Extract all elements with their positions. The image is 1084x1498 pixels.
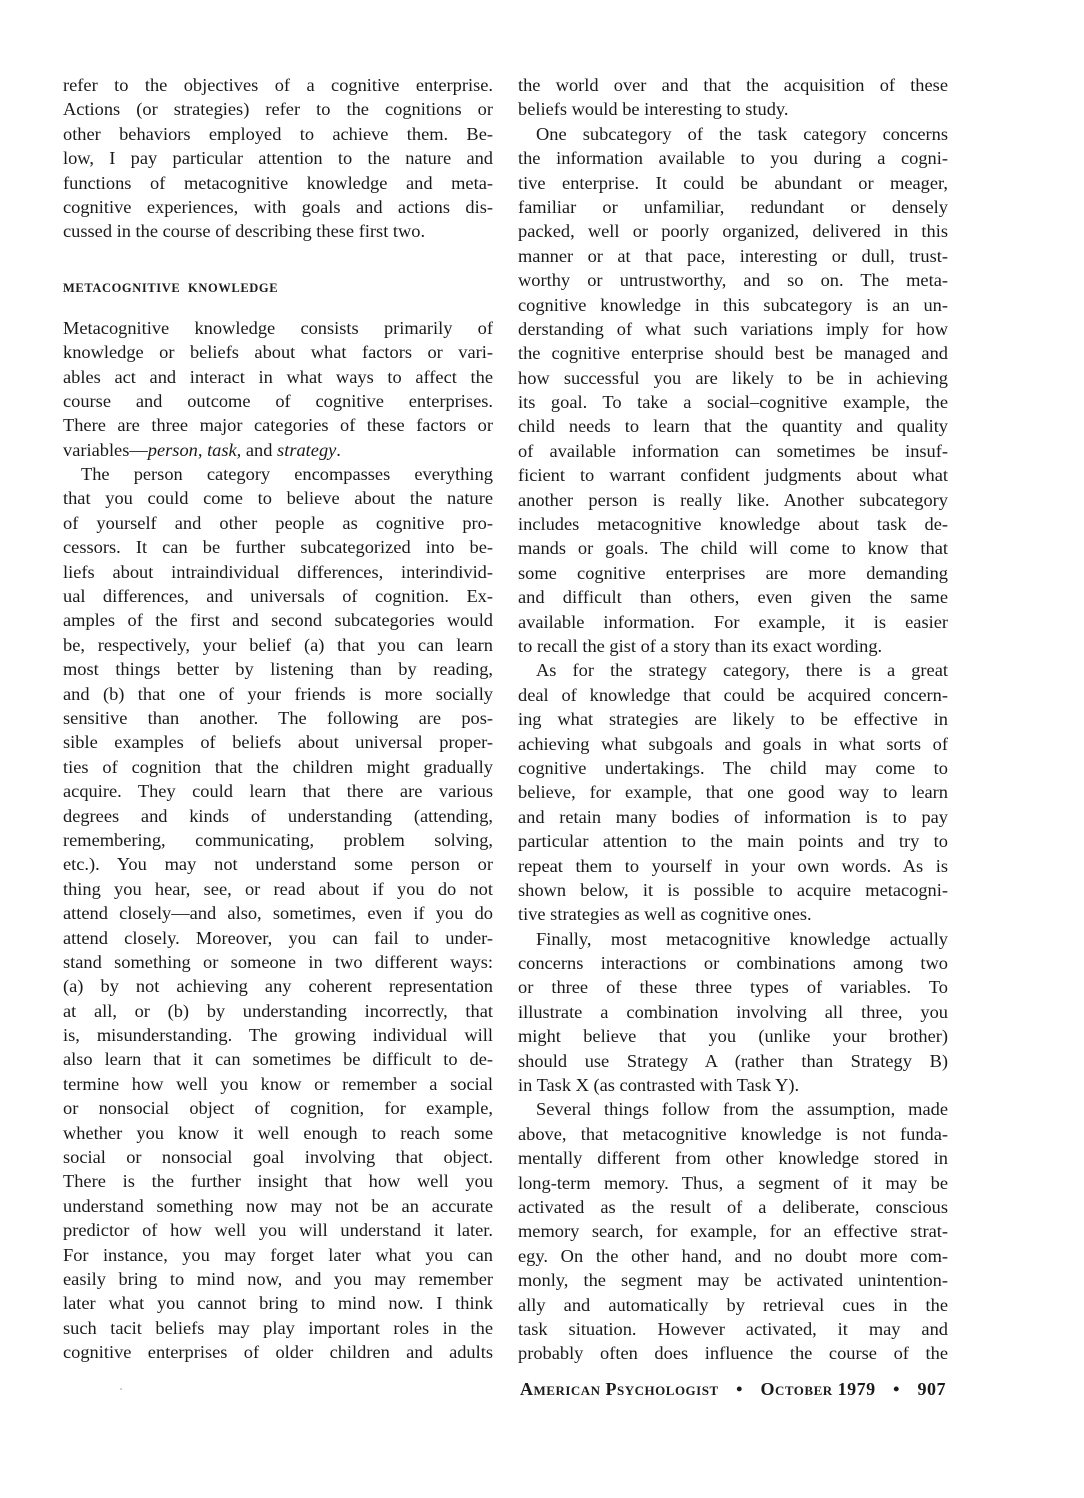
text-line: etc.). You may not understand some person or: [63, 854, 493, 875]
text-line: attend closely—and also, sometimes, even if you do: [63, 903, 493, 924]
text-line: achieving what subgoals and goals in what sorts of: [518, 733, 948, 754]
text-line: of yourself and other people as cognitive pro-: [63, 512, 493, 533]
text-line: cessors. It can be further subcategorized into be-: [63, 537, 493, 558]
footer-journal: American Psychologist: [520, 1379, 719, 1399]
text-line: and (b) that one of your friends is more socially: [63, 683, 493, 704]
text-line: As for the strategy category, there is a great: [536, 660, 948, 681]
text-line: beliefs would be interesting to study.: [518, 99, 789, 120]
text-line: remembering, communicating, problem solving,: [63, 829, 493, 850]
text-line: ing what strategies are likely to be effective in: [518, 709, 948, 730]
text-line: particular attention to the main points and try to: [518, 831, 948, 852]
paragraph-strategy-category: [518, 658, 948, 926]
text-line: knowledge or beliefs about what factors or vari-: [63, 342, 493, 363]
term-person: person,: [147, 439, 203, 460]
text-line: be, respectively, your belief (a) that you can learn: [63, 634, 493, 655]
text-line: should use Strategy A (rather than Strategy B): [518, 1050, 948, 1071]
text-line: shown below, it is possible to acquire metacogni-: [518, 879, 948, 900]
text-line: another person is really like. Another subcategory: [518, 489, 948, 510]
paragraph-interactions: [518, 927, 948, 1098]
text-line: cognitive undertakings. The child may come to: [518, 757, 948, 778]
text-line: stand something or someone in two different ways:: [63, 951, 493, 972]
footer-bullet: •: [893, 1379, 900, 1399]
text-line: worthy or untrustworthy, and so on. The meta-: [518, 270, 948, 291]
paragraph-definition: [63, 316, 493, 438]
text-line: ables act and interact in what ways to affect the: [63, 366, 493, 387]
text-line: or three of these three types of variables. To: [518, 977, 948, 998]
text-line: amples of the first and second subcategories would: [63, 610, 493, 631]
text-line: understand something now may not be an accurate: [63, 1195, 493, 1216]
text-line: degrees and kinds of understanding (attending,: [63, 805, 493, 826]
paragraph-task-category: [518, 122, 948, 659]
text-line: how successful you are likely to be in achieving: [518, 367, 948, 388]
text-line: Actions (or strategies) refer to the cognitions or: [63, 99, 493, 120]
text-line: at all, or (b) by understanding incorrectly, that: [63, 1000, 493, 1021]
term-task: task,: [207, 439, 242, 460]
text-line: believe, for example, that one good way to learn: [518, 782, 948, 803]
text-line: attend closely. Moreover, you can fail to under-: [63, 927, 493, 948]
text-line: such tacit beliefs may play important roles in the: [63, 1317, 493, 1338]
text-line: is, misunderstanding. The growing individual will: [63, 1025, 493, 1046]
text-line: liefs about intraindividual differences, interindivid-: [63, 561, 493, 582]
text-line: other behaviors employed to achieve them. Be-: [63, 123, 493, 144]
paragraph-continuation: [518, 73, 948, 122]
text-line: whether you know it well enough to reach some: [63, 1122, 493, 1143]
text-line: acquire. They could learn that there are various: [63, 781, 493, 802]
text-line: might believe that you (unlike your brother): [518, 1026, 948, 1047]
text-line: (a) by not achieving any coherent representation: [63, 976, 493, 997]
text-line: long-term memory. Thus, a segment of it may be: [518, 1172, 948, 1193]
footer-bullet: •: [736, 1379, 743, 1399]
text-line: predictor of how well you will understand it later.: [63, 1220, 493, 1241]
text-line: mands or goals. The child will come to know that: [518, 538, 948, 559]
text-line: the world over and that the acquisition of these: [518, 75, 948, 95]
page-footer: [520, 1379, 946, 1400]
text-line: monly, the segment may be activated unintention-: [518, 1270, 948, 1291]
text-line: cussed in the course of describing these first two.: [63, 221, 426, 242]
text-line: deal of knowledge that could be acquired concern-: [518, 684, 948, 705]
text-line: the cognitive enterprise should best be managed and: [518, 343, 948, 364]
text-line: packed, well or poorly organized, delivered in this: [518, 221, 948, 242]
text-line: course and outcome of cognitive enterprises.: [63, 390, 493, 411]
text-line: easily bring to mind now, and you may remember: [63, 1268, 493, 1289]
text-line: its goal. To take a social–cognitive example, the: [518, 392, 948, 413]
text-line: Several things follow from the assumption, made: [536, 1099, 948, 1120]
text-line: later what you cannot bring to mind now. I think: [63, 1293, 493, 1314]
text-line: and difficult than others, even given the same: [518, 587, 948, 608]
text-line: probably often does influence the course of the: [518, 1343, 948, 1364]
footer-page-number: 907: [917, 1379, 946, 1399]
text-line: termine how well you know or remember a social: [63, 1073, 493, 1094]
text-line: cognitive knowledge in this subcategory is an un-: [518, 294, 948, 315]
text-line: tive strategies as well as cognitive ones.: [518, 904, 812, 925]
section-heading: METACOGNITIVE KNOWLEDGE: [63, 280, 279, 295]
text-line: thing you hear, see, or read about if you do not: [63, 878, 493, 899]
text-line: ties of cognition that the children might gradually: [63, 756, 493, 777]
text-line: The person category encompasses everything: [81, 464, 493, 485]
term-strategy: strategy: [277, 439, 337, 460]
text-line: above, that metacognitive knowledge is not funda-: [518, 1123, 948, 1144]
text-line: ual differences, and universals of cognition. Ex-: [63, 586, 493, 607]
text-line: There is the further insight that how well you: [63, 1171, 493, 1192]
text-line: cognitive experiences, with goals and actions dis-: [63, 196, 493, 217]
text-line: tive enterprise. It could be abundant or meager,: [518, 172, 948, 193]
text-line: illustrate a combination involving all three, you: [518, 1001, 948, 1022]
text-line: familiar or unfamiliar, redundant or densely: [518, 196, 948, 217]
left-column: [63, 73, 493, 1365]
text-line: ally and automatically by retrieval cues in the: [518, 1294, 948, 1315]
paragraph-definition-last-line: variables—person, task, and strategy.: [63, 439, 341, 460]
text-line: Finally, most metacognitive knowledge actually: [536, 928, 948, 949]
text-line: refer to the objectives of a cognitive enterprise.: [63, 75, 493, 95]
text-line: the information available to you during a cogni-: [518, 148, 948, 169]
text-line: manner or at that pace, interesting or dull, trust-: [518, 245, 948, 266]
text-line: memory search, for example, for an effective strat-: [518, 1221, 948, 1242]
text-line: For instance, you may forget later what you can: [63, 1244, 493, 1265]
text-line: available information. For example, it is easier: [518, 611, 948, 632]
paragraph-several-things: [518, 1097, 948, 1365]
text-line: includes metacognitive knowledge about task de-: [518, 514, 948, 535]
text-line: to recall the gist of a story than its exact wording.: [518, 635, 883, 656]
text-line: some cognitive enterprises are more demanding: [518, 562, 948, 583]
text-line: derstanding of what such variations imply for how: [518, 318, 948, 339]
text-line: sensitive than another. The following are pos-: [63, 707, 493, 728]
scan-artifact: [120, 1388, 122, 1390]
text-line: repeat them to yourself in your own words. As is: [518, 855, 948, 876]
text-line: child needs to learn that the quantity and quality: [518, 416, 948, 437]
text-line: egy. On the other hand, and no doubt more com-: [518, 1245, 948, 1266]
text-line: low, I pay particular attention to the nature and: [63, 148, 493, 169]
text-line: sible examples of beliefs about universal proper-: [63, 732, 493, 753]
text-line: social or nonsocial goal involving that object.: [63, 1147, 493, 1168]
text-line: most things better by listening than by reading,: [63, 659, 493, 680]
text-line: also learn that it can sometimes be difficult to de-: [63, 1049, 493, 1070]
text-line: One subcategory of the task category concerns: [536, 123, 948, 144]
right-column: [518, 73, 948, 1366]
text-line: There are three major categories of these factors or: [63, 415, 493, 436]
text-line: in Task X (as contrasted with Task Y).: [518, 1075, 800, 1096]
text-line: activated as the result of a deliberate, conscious: [518, 1196, 948, 1217]
text-line: or nonsocial object of cognition, for example,: [63, 1098, 493, 1119]
text-line: Metacognitive knowledge consists primarily of: [63, 317, 493, 338]
text-line: cognitive enterprises of older children and adults: [63, 1342, 493, 1363]
text-line: concerns interactions or combinations among two: [518, 953, 948, 974]
text-line: ficient to warrant confident judgments about what: [518, 465, 948, 486]
text-line: functions of metacognitive knowledge and meta-: [63, 172, 493, 193]
text-line: and retain many bodies of information is to pay: [518, 806, 948, 827]
text-line: of available information can sometimes be insuf-: [518, 440, 948, 461]
text-line: task situation. However activated, it may and: [518, 1318, 948, 1339]
text-line: mentally different from other knowledge stored in: [518, 1148, 948, 1169]
paragraph-person-category: [63, 462, 493, 1364]
paragraph-intro: [63, 73, 493, 244]
footer-issue: October 1979: [760, 1379, 876, 1399]
text-line: that you could come to believe about the nature: [63, 488, 493, 509]
